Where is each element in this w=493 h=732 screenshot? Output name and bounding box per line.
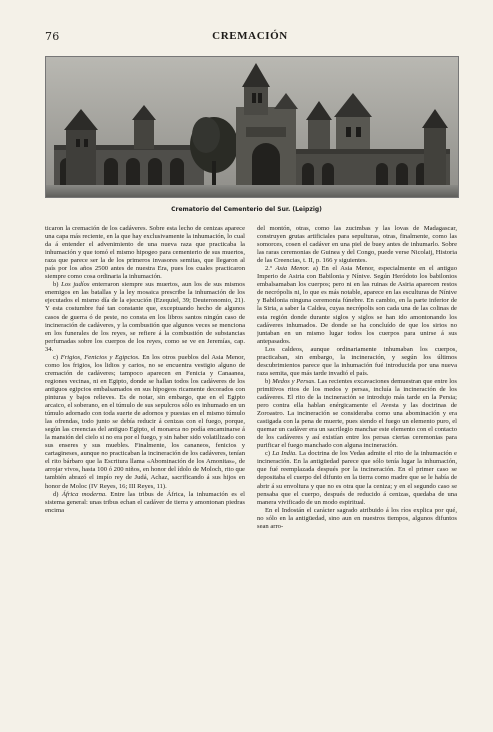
section-heading: Frigios, Fenicios y Egipcios.: [60, 353, 140, 361]
section-text: Las recientes excavaciones demuestran que entre los primitivos ritos de los medos y persas, incluía la incineración de los cadáveres. El rito de la incineración se introdujo más tarde en la Persia; pero contra ella hablan enérgicamente el Avesta y las doctrinas de Zoroastro. La incineración se consideraba como una abominación y era castigada con la pena de muerte, pues siendo el fuego un elemento puro, el quemar un cadáver era un sacrilegio manchar este elemento con el contacto de los cadáveres y así existían entre los persas ciertas ceremonias para purificar el fuego manchado con alguna incineración.: [257, 377, 457, 450]
paragraph-frigios: [45, 354, 245, 491]
paragraph-asia-menor: [257, 265, 457, 345]
section-heading: Medos y Persas.: [272, 377, 316, 385]
figure-caption: Crematorio del Cementerio del Sur. (Leipzig): [171, 206, 322, 213]
section-marker: b): [53, 281, 59, 289]
section-marker: b): [265, 377, 271, 385]
left-text-column: [45, 225, 245, 701]
paragraph-caldeos: Los caldeos, aunque ordinariamente inhumaban los cuerpos, practicaban, sin embargo, la incineración, y según los últimos descubrimientos parece que la inhumación fué introducida por una nueva raza semita, que más tarde invadió el país.: [257, 345, 457, 377]
paragraph-india: [257, 450, 457, 506]
crematorium-illustration: [46, 57, 458, 197]
section-text: En los otros pueblos del Asia Menor, como los frigios, los lidios y carios, no se encuentra vestigio alguno de cremación de cadáveres; tampoco aparecen en Fenicia y Canaanea, regiones vecinas, ni en Egipto, donde se hallan todos los cadáveres de los antiguos egipcios embalsamados en sus hipogeos ricamente decorados con pinturas y bajos relieves. Es de notar, sin embargo, que en el Egipto arcaico, el soberano, en el túmulo de sus sepulcros sólo es inhumado en un túmulo adornado con toda suerte de adornos y puestas en el mismo túmulo las ofrendas, todo junto se debía reducir á cenizas con el fuego, porque, según las creencias del antiguo Egipto, el monarca no podía encaminarse á la mansión del cielo si no era por el fuego, y sin haber sido volatilizado con sus enseres y sus muebles. Finalmente, los cananeos, fenicios y cartagineses, aunque no practicaban la incineración de los cadáveres, tenían el rito bárbaro que la Escritura llama «Abominación de los Amonitas», de arrojar vivos, hasta 100 ó 200 niños, en honor del ídolo de Moloch, rito que también abrazó el impío rey de Judá, Achaz, sacrificando á sus hijos en honor de Moloc (IV Reyes, 16; III Reyes, 11).: [45, 353, 245, 490]
subsection-marker: a): [312, 265, 318, 273]
section-marker: 2.º: [265, 265, 272, 273]
section-text: En el Asia Menor, especialmente en el antiguo Imperio de Asiria con Babilonia y Nínive. Según Heródoto los babilonios embalsamaban los cuerpos; pero ni en las ruinas de Asiria aparecen restos de necrópolis ni, lo que es más notable, aparece en las esculturas de Nínive y Babilonia ninguna ceremonia fúnebre. En cambio, en la parte inferior de la Siria, a saber la Caldea, cuyas necrópolis son cada una de las colinas de esta región donde durante siglos y siglos se han ido amontonando los cadáveres inhumados. De donde se ha concluído de que los sirios no juntaban en un mismo lugar todos los cuerpos para unirse á sus antepasados.: [257, 265, 457, 345]
section-heading: África moderna.: [61, 490, 107, 498]
paragraph-africa: [45, 491, 245, 515]
paragraph-medos: [257, 378, 457, 450]
section-heading: La India.: [272, 450, 297, 458]
section-heading: Asia Menor.: [275, 265, 310, 273]
paragraph: ticaron la cremación de los cadáveres. Sobre esta lecho de cenizas aparece una capa más reciente, en la que hay exclusivamente la inhumación, lo cual da á entender el advenimiento de una nueva raza que practicaba la inhumación y que tomó el mismo hipogeo para cementerio de sus muertos, raza que parece ser la de los primeros invasores semitas, que llegaron al país por los años 2500 antes de nuestra Era, pues los cuales practicaron siempre como cosa ordinaria la inhumación.: [45, 225, 245, 281]
section-heading: Los judíos: [61, 281, 90, 289]
page-number: 76: [45, 30, 60, 43]
crematorium-photograph: [45, 56, 459, 198]
section-marker: c): [265, 450, 271, 458]
section-marker: c): [53, 353, 59, 361]
right-text-column: [257, 225, 457, 701]
paragraph-indostan: En el Indostán el carácter sagrado atribuido á los ríos explica por qué, no sólo en la antigüedad, sino aun en nuestros tiempos, algunos difuntos sean arro-: [257, 506, 457, 530]
paragraph: del montón, otras, como las zucimbas y las lovas de Madagascar, construyen grutas artificiales para sepulturas, otras, finalmente, como las somorces, cosen el cadáver en una piel de buey antes de inhumarlo. Sobre las raras ceremonias de Guinea y del Congo, puede verse Nicolaij, Historia de las Creencias, t. II, p. 166 y siguientes.: [257, 225, 457, 265]
section-text: La doctrina de los Vedas admite el rito de la inhumación e incineración. En la antigüedad parece que sólo tenía lugar la inhumación, que fué reemplazada después por la incineración. En el primer caso se depositaba el cuerpo del difunto en la tierra como madre que se le había de abrir á su envoltura y que no es otra que la ceniza; y en el segundo caso se pensaba que el cuerpo, después de reducido á cenizas, quedaba de una manera vivificado de un modo espiritual.: [257, 450, 457, 506]
page-header: [45, 30, 455, 46]
section-text: enterraron siempre sus muertos, aun los de sus mismos enemigos en las batallas y la ley mosaica prescribe la inhumación de los ejecutados el mismo día de la ejecución (Ezequiel, 39; Deuteronomio, 21). Y esta costumbre fué tan constante que, exceptuando hecho de algunos casos de guerra ó de peste, no consta en los libros santos ningún caso de incineración de cadáveres, y la combustión que algunos veces se menciona en los funerales de los reyes, se refiere á la combustión de substancias perfumadas sobre los cuerpos de los reyes, como se ve en Jeremías, cap. 34.: [45, 281, 245, 353]
running-title: CREMACIÓN: [212, 30, 288, 42]
section-marker: d): [53, 490, 59, 498]
paragraph-judios: [45, 281, 245, 353]
section-text: Entre las tribus de África, la inhumación es el sistema general: unas tribus echan el cadáver de tierra y amontonan piedras encima: [45, 490, 245, 514]
